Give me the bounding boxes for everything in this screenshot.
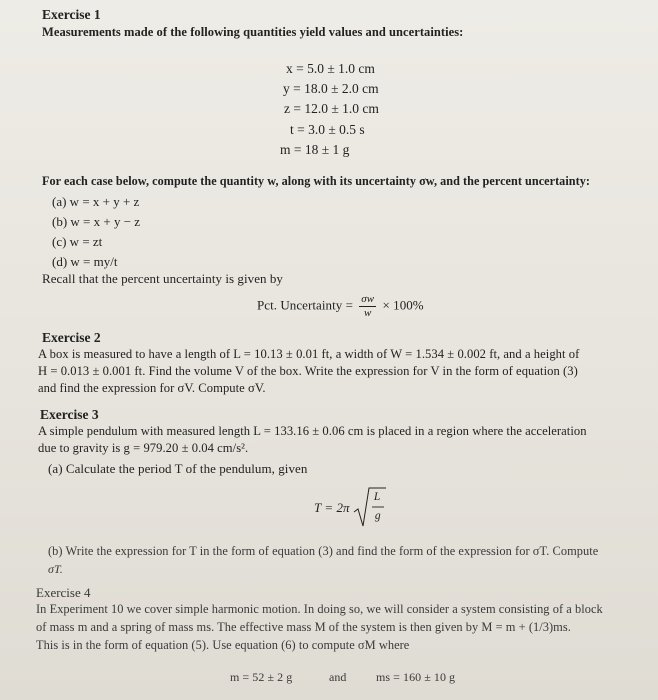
percent-uncertainty-formula <box>257 294 424 319</box>
exercise-3-line-2: due to gravity is g = 979.20 ± 0.04 cm/s². <box>38 441 249 455</box>
formula-lhs: Pct. Uncertainty = <box>257 297 353 313</box>
exercise-4-line-1: In Experiment 10 we cover simple harmonic motion. In doing so, we will consider a system consisting of a block <box>36 602 603 616</box>
exercise-3-title: Exercise 3 <box>40 407 99 422</box>
exercise-3-part-b-sigma: σT. <box>48 562 63 576</box>
exercise-4-ms-value: ms = 160 ± 10 g <box>376 670 456 684</box>
exercise-2-line-3: and find the expression for σV. Compute σV. <box>38 381 266 395</box>
period-formula-denominator: g <box>374 510 381 522</box>
exercise-1-instruction: For each case below, compute the quantity w, along with its uncertainty σw, and the percent uncertainty: <box>42 174 590 188</box>
formula-rhs: × 100% <box>382 297 424 313</box>
period-formula-lhs: T = 2π <box>314 500 350 515</box>
measurement-m: m = 18 ± 1 g <box>280 142 350 157</box>
period-formula <box>314 486 387 530</box>
case-d: (d) w = my/t <box>52 254 118 269</box>
measurement-z: z = 12.0 ± 1.0 cm <box>284 101 379 116</box>
exercise-4-m-value: m = 52 ± 2 g <box>230 670 293 684</box>
case-b: (b) w = x + y − z <box>52 214 141 229</box>
measurement-x: x = 5.0 ± 1.0 cm <box>286 61 375 76</box>
measurement-y: y = 18.0 ± 2.0 cm <box>283 81 379 96</box>
case-a: (a) w = x + y + z <box>52 194 140 209</box>
formula-denominator: w <box>364 307 372 319</box>
exercise-2-line-2: H = 0.013 ± 0.001 ft. Find the volume V of the box. Write the expression for V in the form of equation (3) <box>38 364 578 378</box>
measurement-t: t = 3.0 ± 0.5 s <box>290 122 365 137</box>
exercise-4-line-3: This is in the form of equation (5). Use equation (6) to compute σM where <box>36 638 410 652</box>
exercise-3-part-b: (b) Write the expression for T in the form of equation (3) and find the form of the expression for σT. Compute <box>48 544 599 558</box>
exercise-1-title: Exercise 1 <box>42 7 101 22</box>
exercise-4-title: Exercise 4 <box>36 585 91 600</box>
formula-fraction <box>359 294 376 319</box>
exercise-4-and: and <box>329 670 347 684</box>
exercise-3-part-a: (a) Calculate the period T of the pendulum, given <box>48 461 308 476</box>
sqrt-symbol <box>353 486 387 530</box>
period-formula-numerator: L <box>373 491 381 503</box>
exercise-2-title: Exercise 2 <box>42 330 101 345</box>
recall-text: Recall that the percent uncertainty is given by <box>42 271 283 286</box>
sqrt-group <box>353 486 387 530</box>
formula-numerator: σw <box>361 293 375 305</box>
exercise-4-line-2: of mass m and a spring of mass ms. The effective mass M of the system is then given by M = m + (1/3)ms. <box>36 620 571 634</box>
exercise-2-line-1: A box is measured to have a length of L = 10.13 ± 0.01 ft, a width of W = 1.534 ± 0.002 ft, and a height of <box>38 347 580 361</box>
exercise-3-line-1: A simple pendulum with measured length L = 133.16 ± 0.06 cm is placed in a region where the acceleration <box>38 424 587 438</box>
case-c: (c) w = zt <box>52 234 103 249</box>
exercise-1-intro: Measurements made of the following quantities yield values and uncertainties: <box>42 25 464 39</box>
